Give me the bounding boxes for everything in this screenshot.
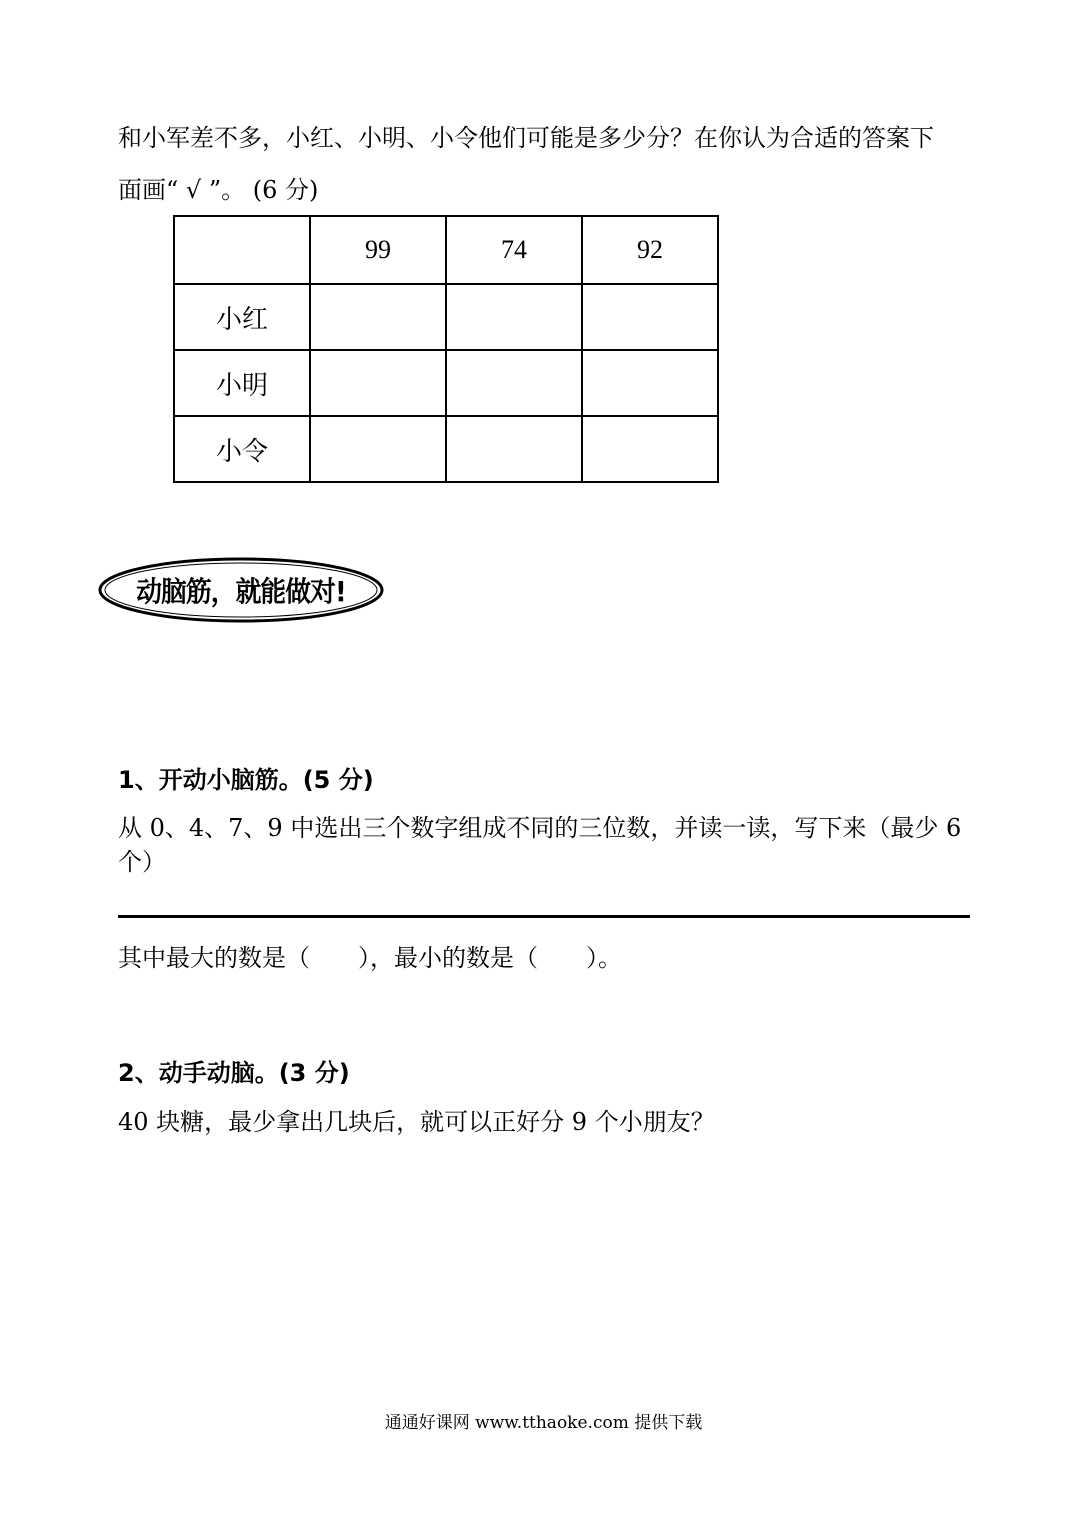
table-header-cell <box>174 216 310 284</box>
question-1-text-line-1: 从 0、4、7、9 中选出三个数字组成不同的三位数，并读一读，写下来（最少 6 <box>118 814 962 842</box>
table-row <box>174 284 718 350</box>
answer-cell[interactable] <box>310 284 446 350</box>
section-banner <box>98 557 384 623</box>
answer-cell[interactable] <box>446 284 582 350</box>
answer-cell[interactable] <box>446 350 582 416</box>
row-label: 小明 <box>174 350 310 416</box>
row-label: 小红 <box>174 284 310 350</box>
answer-cell[interactable] <box>582 416 718 482</box>
intro-text-line-2: 面画“ √ ”。 (6 分) <box>118 176 319 204</box>
page-footer: 通通好课网 www.tthaoke.com 提供下载 <box>384 1413 703 1433</box>
question-1-text-line-2: 个） <box>118 848 166 876</box>
table-header-row <box>174 216 718 284</box>
answer-cell[interactable] <box>446 416 582 482</box>
question-1-title: 1、开动小脑筋。(5 分) <box>118 766 374 794</box>
question-2-text: 40 块糖，最少拿出几块后，就可以正好分 9 个小朋友？ <box>118 1108 715 1136</box>
answer-cell[interactable] <box>582 284 718 350</box>
table-row <box>174 350 718 416</box>
answer-line[interactable] <box>118 915 970 918</box>
table-header-cell: 74 <box>446 216 582 284</box>
table-row <box>174 416 718 482</box>
table-header-cell: 99 <box>310 216 446 284</box>
answer-table <box>173 215 719 483</box>
table-header-cell: 92 <box>582 216 718 284</box>
question-1-fill-blank: 其中最大的数是（ ），最小的数是（ ）。 <box>118 944 622 972</box>
answer-cell[interactable] <box>582 350 718 416</box>
answer-cell[interactable] <box>310 416 446 482</box>
question-2-title: 2、动手动脑。(3 分) <box>118 1059 350 1087</box>
intro-text-line-1: 和小军差不多，小红、小明、小令他们可能是多少分？在你认为合适的答案下 <box>118 124 934 152</box>
banner-text: 动脑筋，就能做对! <box>136 575 346 608</box>
row-label: 小令 <box>174 416 310 482</box>
answer-cell[interactable] <box>310 350 446 416</box>
